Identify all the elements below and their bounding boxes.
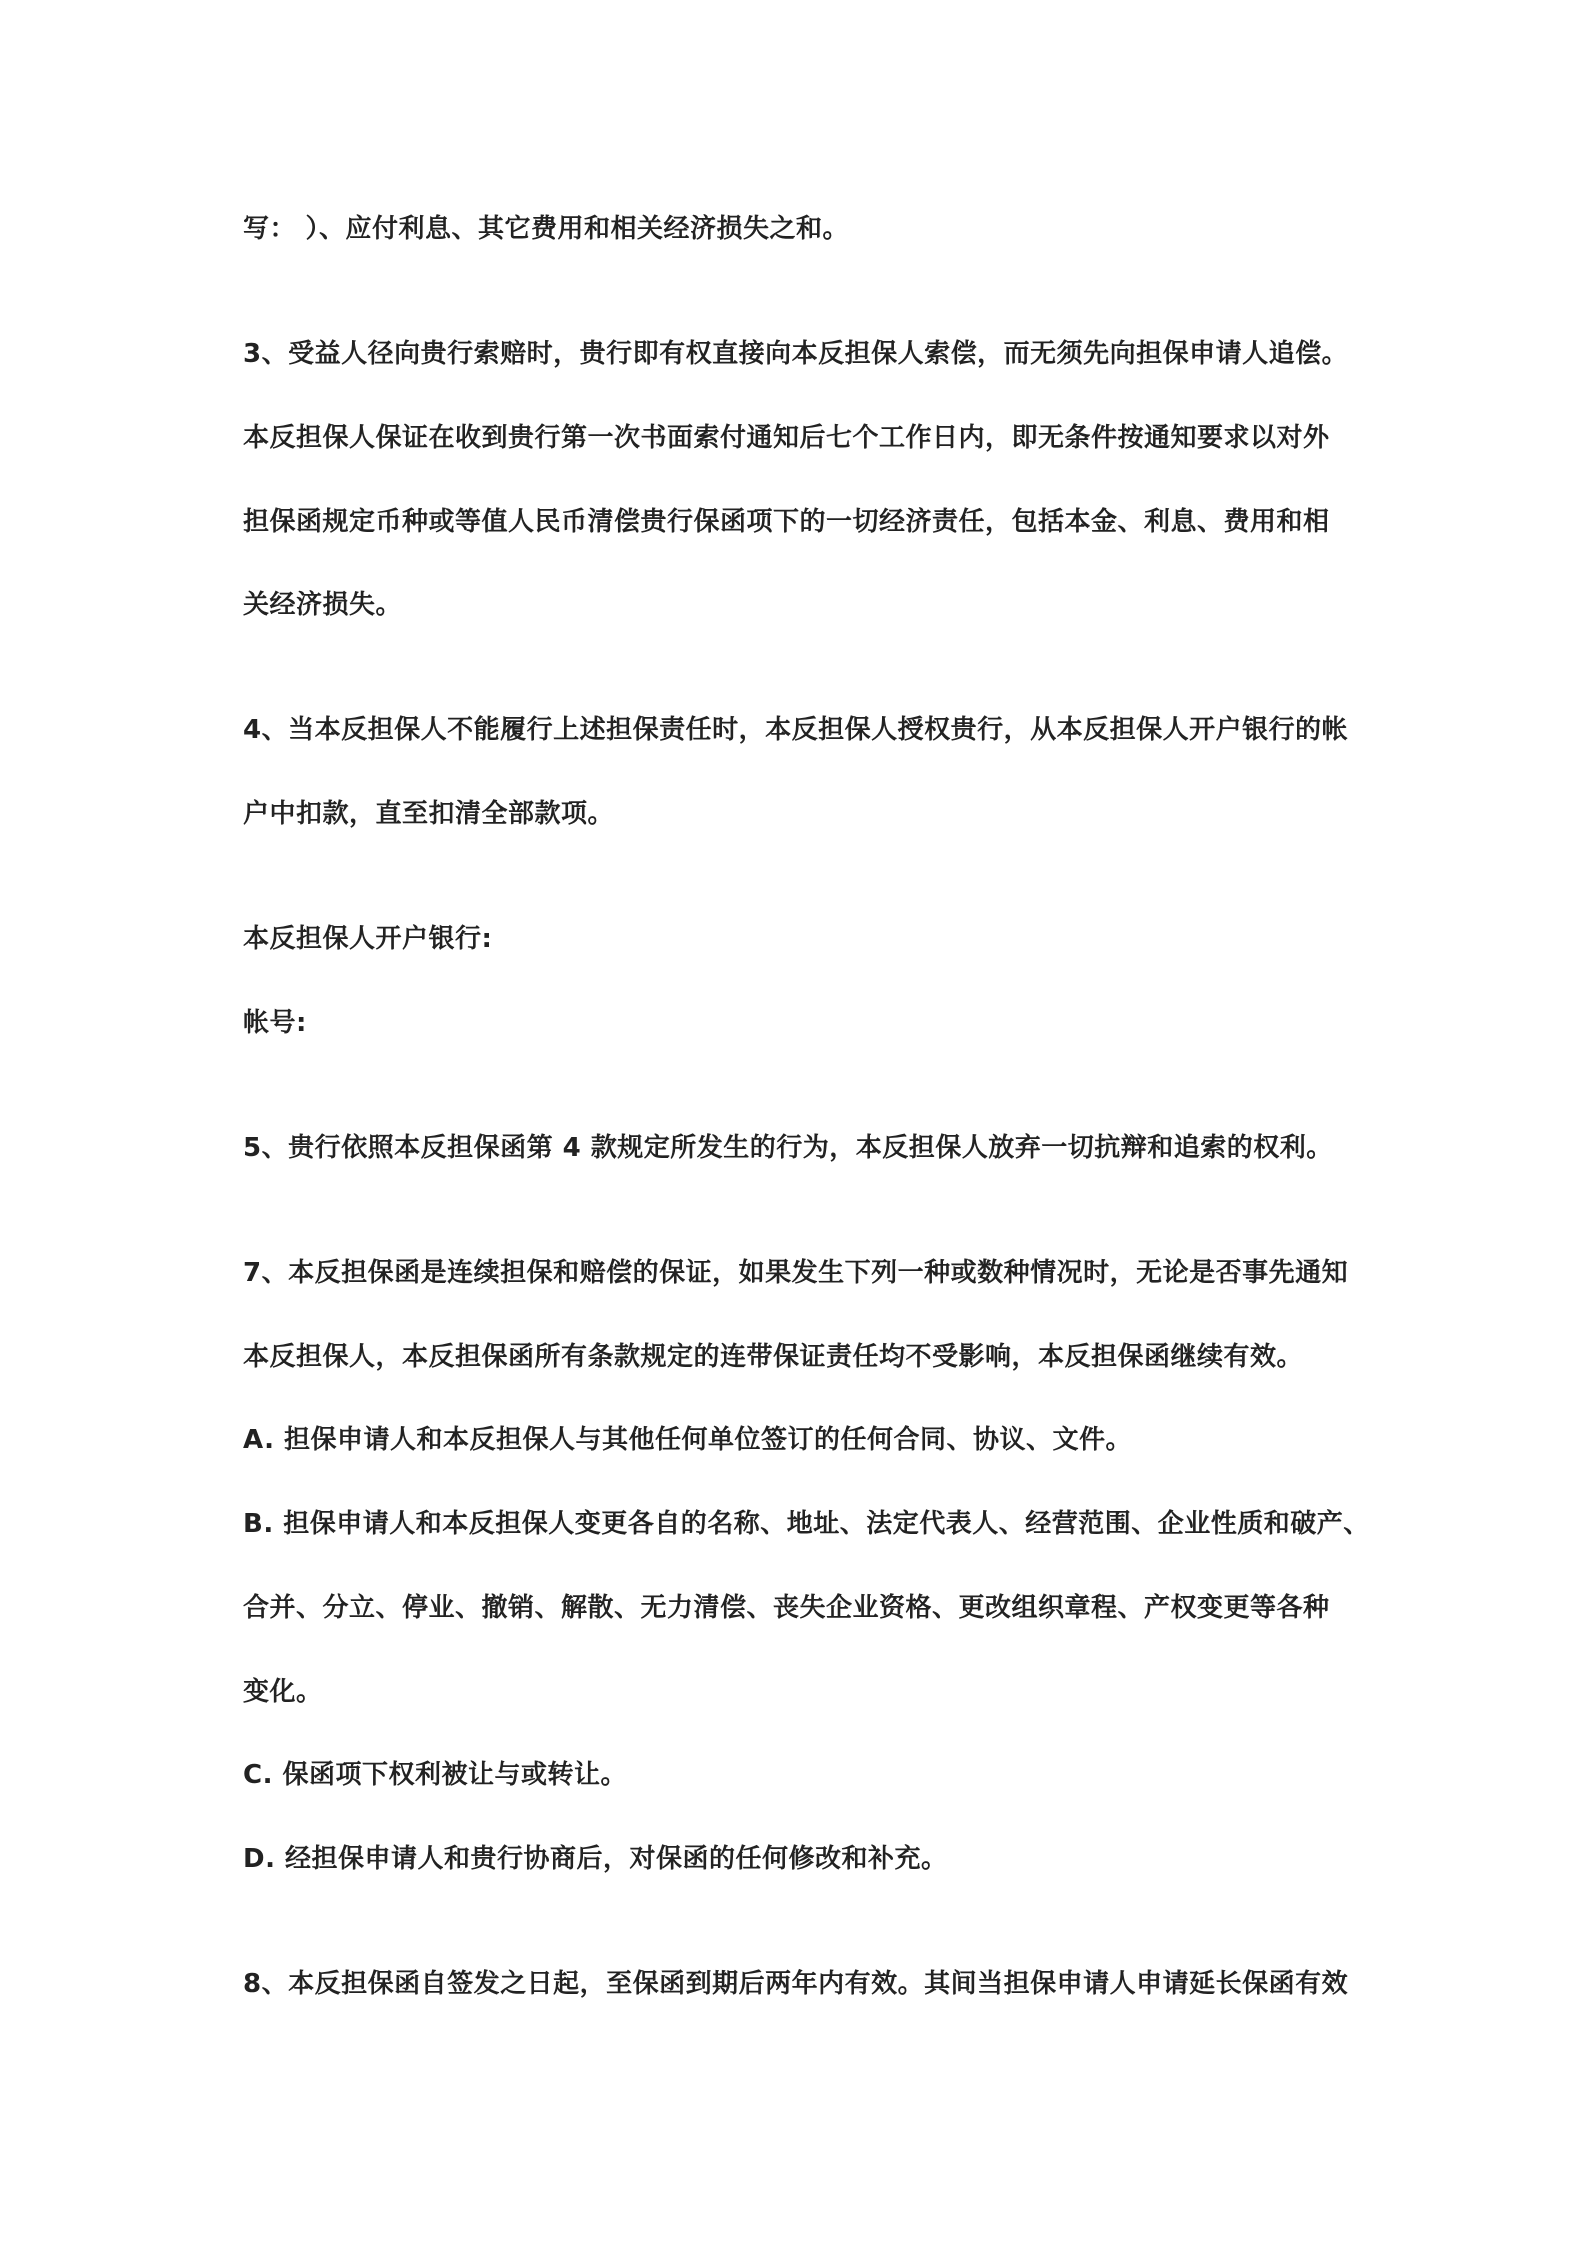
- clause-7-item-c: C. 保函项下权利被让与或转让。: [243, 1760, 628, 1790]
- clause-8-line-1: 8、本反担保函自签发之日起，至保函到期后两年内有效。其间当担保申请人申请延长保函有效: [243, 1969, 1349, 1999]
- clause-7-item-b-line-1: B. 担保申请人和本反担保人变更各自的名称、地址、法定代表人、经营范围、企业性质和破产、: [243, 1509, 1370, 1539]
- text-line-continuation: 写： ）、应付利息、其它费用和相关经济损失之和。: [243, 214, 850, 244]
- clause-7-item-a: A. 担保申请人和本反担保人与其他任何单位签订的任何合同、协议、文件。: [243, 1425, 1133, 1455]
- clause-3-line-2: 本反担保人保证在收到贵行第一次书面索付通知后七个工作日内，即无条件按通知要求以对外: [243, 423, 1330, 453]
- clause-7-line-1: 7、本反担保函是连续担保和赔偿的保证，如果发生下列一种或数种情况时，无论是否事先通知: [243, 1258, 1349, 1288]
- clause-7-item-d: D. 经担保申请人和贵行协商后，对保函的任何修改和补充。: [243, 1844, 948, 1874]
- account-number-label: 帐号:: [243, 1008, 307, 1038]
- clause-4-line-2: 户中扣款，直至扣清全部款项。: [243, 799, 615, 829]
- clause-7-item-b-line-3: 变化。: [243, 1677, 323, 1707]
- clause-3-line-4: 关经济损失。: [243, 590, 403, 620]
- clause-3-line-3: 担保函规定币种或等值人民币清偿贵行保函项下的一切经济责任，包括本金、利息、费用和相: [243, 507, 1330, 537]
- clause-7-item-b-line-2: 合并、分立、停业、撤销、解散、无力清偿、丧失企业资格、更改组织章程、产权变更等各种: [243, 1593, 1330, 1623]
- bank-account-label: 本反担保人开户银行:: [243, 924, 493, 954]
- clause-3-line-1: 3、受益人径向贵行索赔时，贵行即有权直接向本反担保人索偿，而无须先向担保申请人追偿。: [243, 339, 1349, 369]
- clause-5-line-1: 5、贵行依照本反担保函第 4 款规定所发生的行为，本反担保人放弃一切抗辩和追索的权利。: [243, 1133, 1333, 1163]
- clause-7-line-2: 本反担保人，本反担保函所有条款规定的连带保证责任均不受影响，本反担保函继续有效。: [243, 1342, 1304, 1372]
- clause-4-line-1: 4、当本反担保人不能履行上述担保责任时，本反担保人授权贵行，从本反担保人开户银行的帐: [243, 715, 1349, 745]
